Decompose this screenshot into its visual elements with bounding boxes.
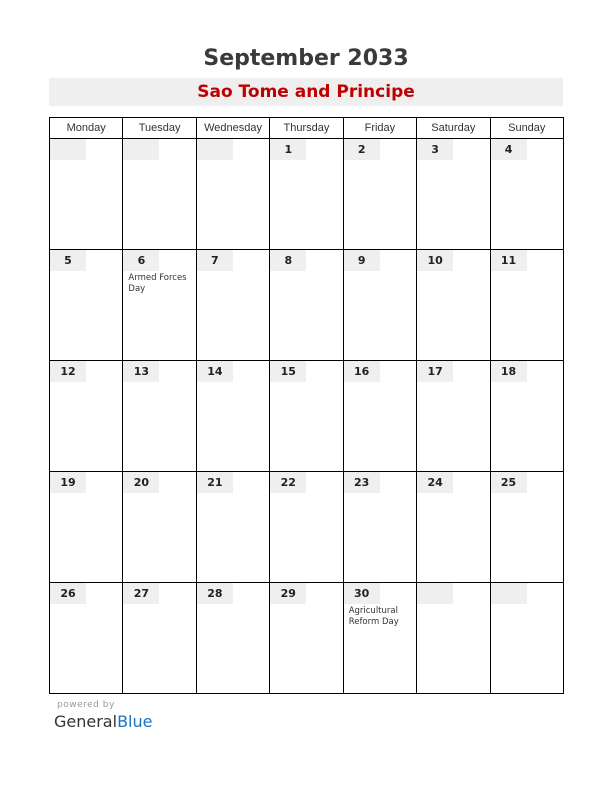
day-number: 6: [137, 254, 146, 267]
day-number: 15: [280, 365, 296, 378]
day-number: [417, 583, 453, 604]
day-cell: [490, 361, 563, 472]
weekday-header-wednesday: Wednesday: [196, 118, 269, 139]
day-number-box: [270, 583, 306, 604]
day-number-box: [491, 583, 527, 604]
day-number-box: [344, 139, 380, 160]
day-cell: [417, 583, 490, 694]
day-cell: [490, 139, 563, 250]
weekday-header-saturday: Saturday: [417, 118, 490, 139]
week-row: [50, 139, 564, 250]
day-number-box: [491, 472, 527, 493]
day-number: [123, 139, 159, 160]
holiday-label: Armed Forces Day: [128, 273, 187, 294]
day-number-box: [270, 472, 306, 493]
day-number-box: [50, 250, 86, 271]
day-cell: [343, 472, 416, 583]
day-number: 21: [207, 476, 223, 489]
day-cell: [417, 361, 490, 472]
day-cell: [270, 139, 343, 250]
day-number-box: [344, 583, 380, 604]
day-cell: [196, 583, 269, 694]
day-number: 12: [60, 365, 76, 378]
calendar-grid: [49, 117, 564, 694]
powered-by-text: powered by: [57, 700, 115, 710]
day-cell: [490, 472, 563, 583]
day-number-box: [491, 250, 527, 271]
weekday-header-row: [50, 118, 564, 139]
day-number: 26: [60, 587, 76, 600]
day-number: 14: [207, 365, 223, 378]
day-number-box: [123, 250, 159, 271]
weekday-header-thursday: Thursday: [270, 118, 343, 139]
day-cell: [123, 139, 196, 250]
day-number-box: [50, 583, 86, 604]
brand-logo[interactable]: [54, 712, 152, 731]
day-number-box: [197, 472, 233, 493]
day-number-box: [270, 139, 306, 160]
day-number-box: [270, 361, 306, 382]
day-number: 16: [354, 365, 370, 378]
day-cell: [123, 361, 196, 472]
day-number: 28: [207, 587, 223, 600]
day-number-box: [197, 583, 233, 604]
day-number-box: [123, 361, 159, 382]
day-number-box: [417, 250, 453, 271]
day-cell: [123, 472, 196, 583]
day-number-box: [123, 472, 159, 493]
day-number-box: [197, 361, 233, 382]
day-number-box: [344, 472, 380, 493]
week-row: [50, 250, 564, 361]
page-title: September 2033: [203, 46, 409, 71]
brand-name-part1: General: [54, 712, 118, 731]
day-cell: [490, 583, 563, 694]
day-cell: [50, 139, 123, 250]
day-cell: [50, 250, 123, 361]
day-cell: [196, 139, 269, 250]
day-cell: [50, 583, 123, 694]
holiday-label: Agricultural Reform Day: [348, 606, 399, 627]
day-cell: [196, 472, 269, 583]
day-number: 18: [500, 365, 517, 378]
day-number-box: [344, 361, 380, 382]
day-number-box: [50, 361, 86, 382]
day-cell: [270, 361, 343, 472]
day-number: 5: [64, 254, 72, 267]
week-row: [50, 361, 564, 472]
day-number-box: [417, 583, 453, 604]
day-cell: [123, 250, 196, 361]
weekday-header-friday: Friday: [343, 118, 416, 139]
day-number-box: [344, 250, 380, 271]
weekday-header-sunday: Sunday: [490, 118, 563, 139]
day-number: 9: [357, 254, 366, 267]
day-number: 4: [504, 143, 513, 156]
day-number-box: [197, 139, 233, 160]
day-cell: [343, 139, 416, 250]
day-number-box: [197, 250, 233, 271]
day-number: 30: [354, 587, 370, 600]
day-cell: [343, 583, 416, 694]
day-cell: [417, 472, 490, 583]
day-number: 2: [357, 143, 366, 156]
day-cell: [343, 361, 416, 472]
day-cell: [490, 250, 563, 361]
day-number: 25: [500, 476, 517, 489]
day-number-box: [491, 361, 527, 382]
day-number-box: [417, 361, 453, 382]
day-number-box: [50, 139, 86, 160]
day-cell: [50, 472, 123, 583]
day-number: 23: [354, 476, 370, 489]
day-number: 19: [60, 476, 76, 489]
day-number-box: [50, 472, 86, 493]
day-number: 27: [133, 587, 150, 600]
day-cell: [343, 250, 416, 361]
day-number: 11: [500, 254, 517, 267]
day-number: 17: [427, 365, 443, 378]
day-cell: [417, 250, 490, 361]
day-number: [50, 139, 86, 160]
day-cell: [270, 583, 343, 694]
weekday-header-monday: Monday: [50, 118, 123, 139]
day-number: 1: [284, 143, 293, 156]
day-number: 22: [280, 476, 296, 489]
day-number: 8: [284, 254, 293, 267]
day-number-box: [491, 139, 527, 160]
country-name: Sao Tome and Principe: [197, 82, 415, 102]
brand-name-part2: Blue: [117, 712, 153, 731]
day-number-box: [270, 250, 306, 271]
day-number: 3: [431, 143, 439, 156]
day-number: [197, 139, 233, 160]
day-cell: [196, 250, 269, 361]
day-number-box: [123, 583, 159, 604]
day-cell: [50, 361, 123, 472]
day-number: 10: [427, 254, 443, 267]
country-banner: [49, 78, 563, 106]
day-cell: [196, 361, 269, 472]
day-cell: [270, 250, 343, 361]
day-number: 20: [133, 476, 150, 489]
day-number: 24: [427, 476, 443, 489]
day-number-box: [417, 472, 453, 493]
day-cell: [123, 583, 196, 694]
day-number-box: [417, 139, 453, 160]
day-number: 29: [280, 587, 296, 600]
week-row: [50, 472, 564, 583]
day-number-box: [123, 139, 159, 160]
day-number: 13: [133, 365, 150, 378]
week-row: [50, 583, 564, 694]
day-number: [491, 583, 527, 604]
day-number: 7: [211, 254, 219, 267]
day-cell: [417, 139, 490, 250]
day-cell: [270, 472, 343, 583]
weekday-header-tuesday: Tuesday: [123, 118, 196, 139]
